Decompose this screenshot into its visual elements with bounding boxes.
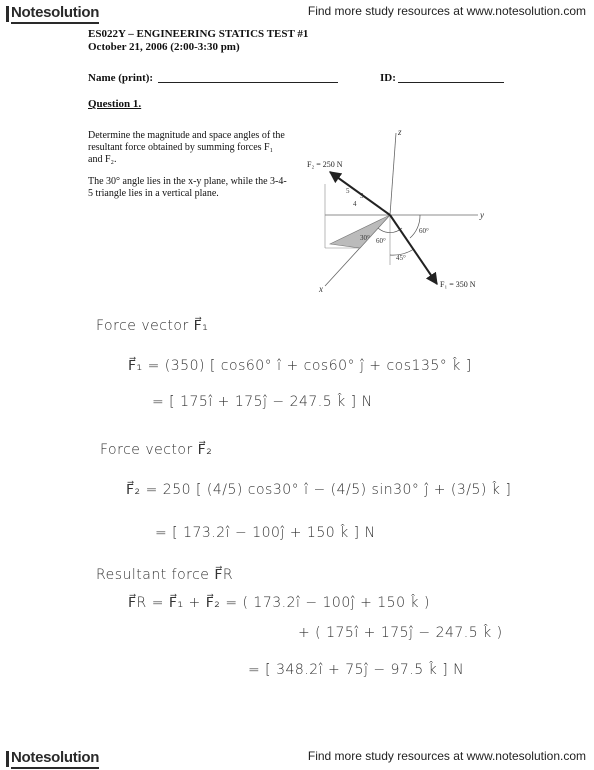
solution-line-f1-def: F⃗₁ = (350) [ cos60° î + cos60° ĵ + cos135° k̂ ] [128, 358, 472, 374]
course-line: ES022Y – ENGINEERING STATICS TEST #1 [88, 28, 309, 40]
solution-heading-f2: Force vector F⃗₂ [100, 442, 213, 458]
logo-text: Notesolution [11, 749, 99, 769]
solution-line-resultant-result: = [ 348.2î + 75ĵ − 97.5 k̂ ] N [248, 662, 465, 678]
f1-vector [390, 215, 437, 284]
solution-line-f2-result: = [ 173.2î − 100ĵ + 150 k̂ ] N [155, 525, 376, 541]
id-label: ID: [380, 72, 396, 84]
question-paragraph-2: The 30° angle lies in the x-y plane, while the 3-4-5 triangle lies in a vertical plane. [88, 176, 287, 199]
x-axis-label: x [319, 284, 323, 294]
logo-bar-icon [6, 751, 9, 767]
notesolution-logo-bottom [6, 749, 99, 769]
angle-label-60-right: 60° [419, 227, 429, 235]
f1-label: F₁ = 350 N [440, 280, 476, 289]
solution-line-resultant-sum: F⃗R = F⃗₁ + F⃗₂ = ( 173.2î − 100ĵ + 150 k̂ ) [128, 595, 430, 611]
solution-line-f2-def: F⃗₂ = 250 [ (4/5) cos30° î − (4/5) sin30° ĵ + (3/5) k̂ ] [126, 482, 512, 498]
triangle-label-3: 3 [360, 192, 364, 200]
angle-label-30: 30° [360, 234, 370, 242]
question-title: Question 1. [88, 98, 142, 110]
question-paragraph-1: Determine the magnitude and space angles of the resultant force obtained by summing forces F₁ and F₂. [88, 130, 285, 165]
tagline-bottom[interactable]: Find more study resources at www.notesolution.com [307, 749, 586, 763]
name-label: Name (print): [88, 72, 154, 84]
logo-text: Notesolution [11, 4, 99, 24]
triangle-label-5: 5 [346, 187, 350, 195]
angle-label-60-lower: 60° [376, 237, 386, 245]
solution-line-resultant-add: + ( 175î + 175ĵ − 247.5 k̂ ) [298, 625, 503, 641]
solution-heading-resultant: Resultant force F⃗R [96, 567, 234, 583]
z-axis-label: z [398, 127, 402, 137]
angle-label-45: 45° [396, 254, 406, 262]
date-line: October 21, 2006 (2:00-3:30 pm) [88, 41, 240, 53]
triangle-label-4: 4 [353, 200, 357, 208]
z-axis [390, 133, 396, 215]
solution-line-f1-result: = [ 175î + 175ĵ − 247.5 k̂ ] N [152, 394, 373, 410]
solution-heading-f1: Force vector F⃗₁ [96, 318, 209, 334]
tagline-top[interactable]: Find more study resources at www.notesolution.com [307, 4, 586, 18]
f2-label: F₂ = 250 N [307, 160, 343, 169]
y-axis-label: y [480, 210, 484, 220]
